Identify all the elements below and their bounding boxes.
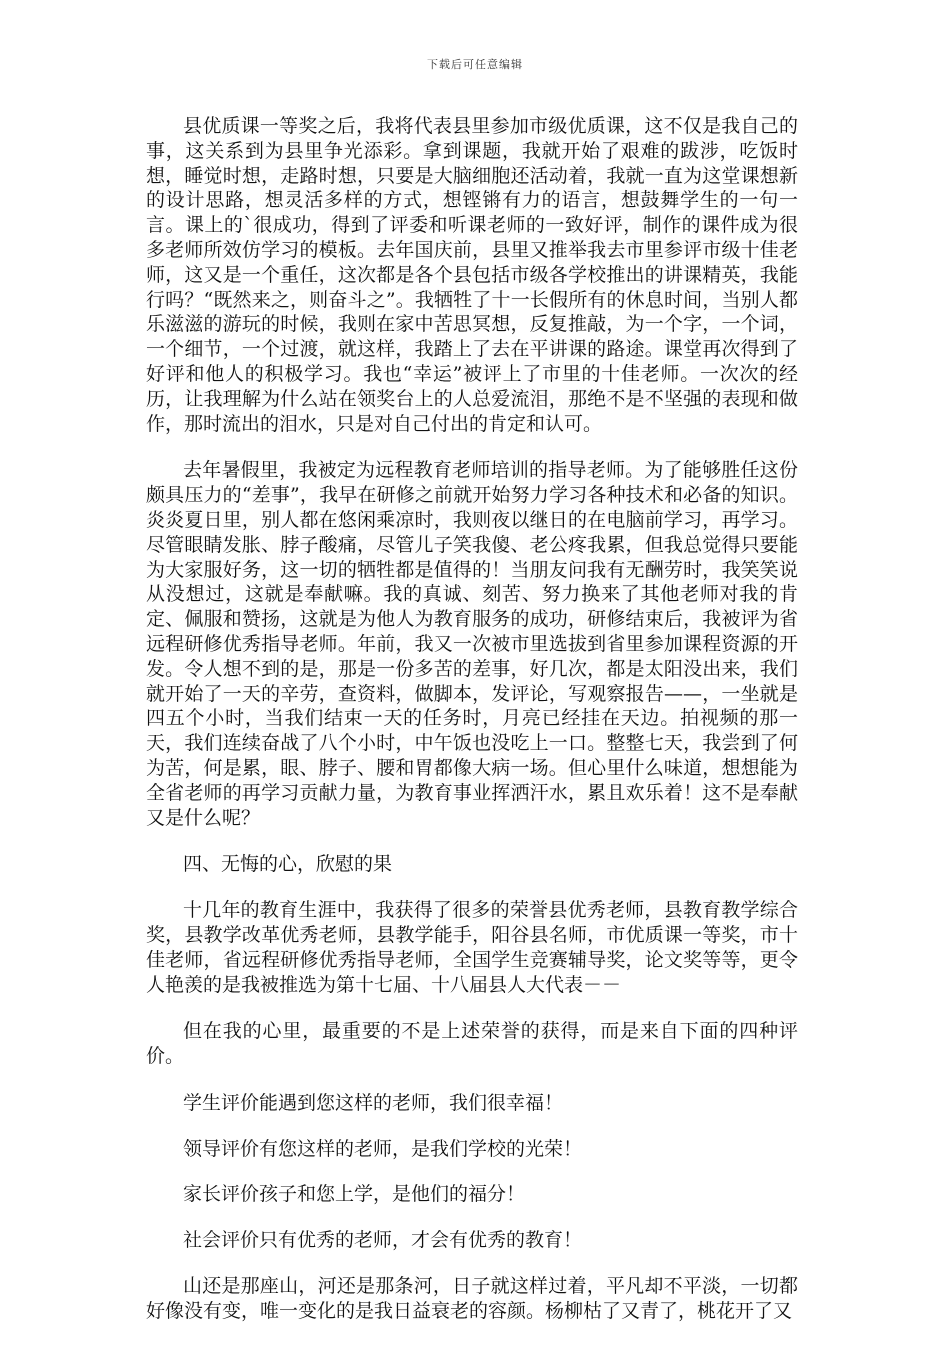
document-body [146,114,798,1346]
evaluation-leaders: 领导评价有您这样的老师，是我们学校的光荣！ [183,1137,583,1160]
paragraph-remote-training: 去年暑假里，我被定为远程教育老师培训的指导老师。为了能够胜任这份颇具压力的“差事”，我早在研修之前就开始努力学习各种技术和必备的知识。炎炎夏日里，别人都在悠闲乘凉时，我则夜以继日的在电脑前学习，再学习。尽管眼睛发胀、脖子酸痛，尽管儿子笑我傻、老公疼我累，但我总觉得只要能为大家服好务，这一切的牺牲都是值得的！当朋友问我有无酬劳时，我笑笑说从没想过，这就是奉献嘛。我的真诚、刻苦、努力换来了其他老师对我的肯定、佩服和赞扬，这就是为他人为教育服务的成功，研修结束后，我被评为省远程研修优秀指导老师。年前，我又一次被市里选拔到省里参加课程资源的开发。令人想不到的是，那是一份多苦的差事，好几次，都是太阳没出来，我们就开始了一天的辛劳，查资料，做脚本，发评论，写观察报告——，一坐就是四五个小时，当我们结束一天的任务时，月亮已经挂在天边。拍视频的那一天，我们连续奋战了八个小时，中午饭也没吃上一口。整整七天，我尝到了何为苦，何是累，眼、脖子、腰和胃都像大病一场。但心里什么味道，想想能为全省老师的再学习贡献力量，为教育事业挥洒汗水，累且欢乐着！这不是奉献又是什么呢？ [146,459,798,829]
paragraph-four-evaluations: 但在我的心里，最重要的不是上述荣誉的获得，而是来自下面的四种评价。 [146,1020,798,1068]
paragraph-closing: 山还是那座山，河还是那条河，日子就这样过着，平凡却不平淡，一切都好像没有变，唯一变化的是我日益衰老的容颜。杨柳枯了又青了，桃花开了又 [146,1275,798,1322]
paragraph-quality-class: 县优质课一等奖之后，我将代表县里参加市级优质课，这不仅是我自己的事，这关系到为县里争光添彩。拿到课题，我就开始了艰难的跋涉，吃饭时想，睡觉时想，走路时想，只要是大脑细胞还活动着，我就一直为这堂课想新的设计思路，想灵活多样的方式，想铿锵有力的语言，想鼓舞学生的一句一言。课上的`很成功，得到了评委和听课老师的一致好评，制作的课件成为很多老师所效仿学习的模板。去年国庆前，县里又推举我去市里参评市级十佳老师，这又是一个重任，这次都是各个县包括市级各学校推出的讲课精英，我能行吗？“既然来之，则奋斗之”。我牺牲了十一长假所有的休息时间，当别人都乐滋滋的游玩的时候，我则在家中苦思冥想，反复推敲，为一个字，一个词，一个细节，一个过渡，就这样，我踏上了去在平讲课的路途。课堂再次得到了好评和他人的积极学习。我也“幸运”被评上了市里的十佳老师。一次次的经历，让我理解为什么站在领奖台上的人总爱流泪，那绝不是不坚强的表现和做作，那时流出的泪水，只是对自己付出的肯定和认可。 [146,115,798,435]
page-header-note: 下载后可任意编辑 [427,58,523,71]
evaluation-students: 学生评价能遇到您这样的老师，我们很幸福！ [183,1091,564,1114]
paragraph-honors: 十几年的教育生涯中，我获得了很多的荣誉县优秀老师，县教育教学综合奖，县教学改革优秀老师，县教学能手，阳谷县名师，市优质课一等奖，市十佳老师，省远程研修优秀指导老师，全国学生竞赛辅导奖，论文奖等等，更令人艳羡的是我被推选为第十七届、十八届县人大代表－－ [146,899,798,996]
evaluation-parents: 家长评价孩子和您上学，是他们的福分！ [183,1183,526,1206]
evaluation-society: 社会评价只有优秀的老师，才会有优秀的教育！ [183,1229,583,1252]
section-heading: 四、无悔的心，欣慰的果 [183,853,393,876]
